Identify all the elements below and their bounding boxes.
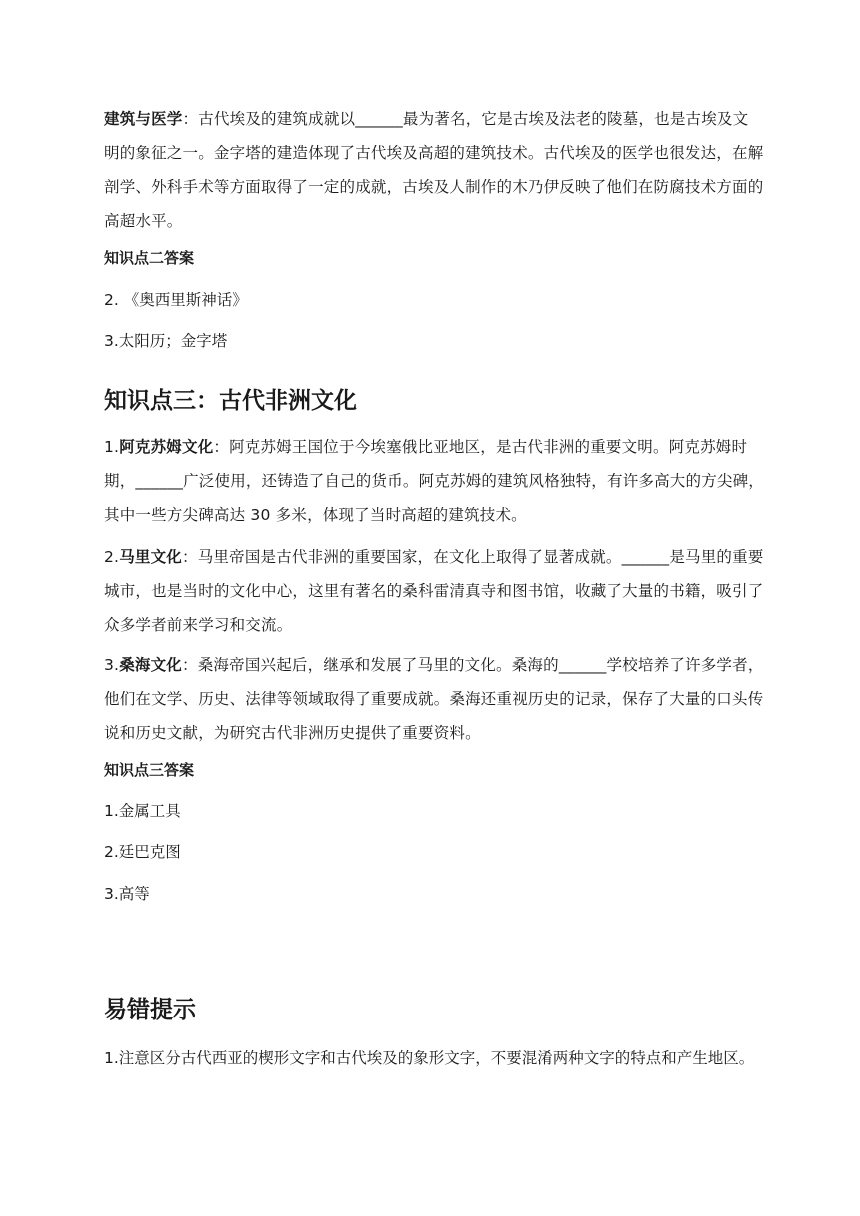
tips-heading: 易错提示 <box>104 997 196 1023</box>
answers-three-title: 知识点三答案 <box>104 761 195 779</box>
paragraph-mali <box>104 540 764 642</box>
answer-item: 3.太阳历；金字塔 <box>104 332 228 350</box>
paragraph-text: ：桑海帝国兴起后，继承和发展了马里的文化。桑海的______学校培养了许多学者，他们在文学、历史、法律等领域取得了重要成就。桑海还重视历史的记录，保存了大量的口头传说和历史文献，为研究古代非洲历史提供了重要资料。 <box>104 656 764 742</box>
paragraph-aksum <box>104 430 764 532</box>
tip-item: 1.注意区分古代西亚的楔形文字和古代埃及的象形文字，不要混淆两种文字的特点和产生地区。 <box>104 1049 755 1067</box>
paragraph-label: 建筑与医学 <box>104 110 183 128</box>
answer-item: 1.金属工具 <box>104 802 181 820</box>
paragraph-label: 阿克苏姆文化 <box>119 438 214 456</box>
paragraph-label: 马里文化 <box>119 548 183 566</box>
answers-two-title: 知识点二答案 <box>104 249 195 267</box>
paragraph-label: 桑海文化 <box>119 656 183 674</box>
answer-item: 2.廷巴克图 <box>104 843 181 861</box>
answer-item: 2. 《奥西里斯神话》 <box>104 291 248 309</box>
paragraph-number: 1. <box>104 438 120 456</box>
paragraph-text: ：马里帝国是古代非洲的重要国家，在文化上取得了显著成就。______是马里的重要城市，也是当时的文化中心，这里有著名的桑科雷清真寺和图书馆，收藏了大量的书籍，吸引了众多学者前来学习和交流。 <box>104 548 764 634</box>
paragraph-number: 3. <box>104 656 120 674</box>
paragraph-songhai <box>104 648 764 750</box>
paragraph-text: ：古代埃及的建筑成就以______最为著名，它是古埃及法老的陵墓，也是古埃及文明的象征之一。金字塔的建造体现了古代埃及高超的建筑技术。古代埃及的医学也很发达，在解剖学、外科手术等方面取得了一定的成就，古埃及人制作的木乃伊反映了他们在防腐技术方面的高超水平。 <box>104 110 764 230</box>
answer-item: 3.高等 <box>104 885 150 903</box>
section-heading: 知识点三：古代非洲文化 <box>104 388 357 414</box>
paragraph-building-medicine <box>104 102 764 238</box>
paragraph-text: ：阿克苏姆王国位于今埃塞俄比亚地区，是古代非洲的重要文明。阿克苏姆时期，______广泛使用，还铸造了自己的货币。阿克苏姆的建筑风格独特，有许多高大的方尖碑，其中一些方尖碑高达 30 多米，体现了当时高超的建筑技术。 <box>104 438 765 524</box>
paragraph-number: 2. <box>104 548 120 566</box>
